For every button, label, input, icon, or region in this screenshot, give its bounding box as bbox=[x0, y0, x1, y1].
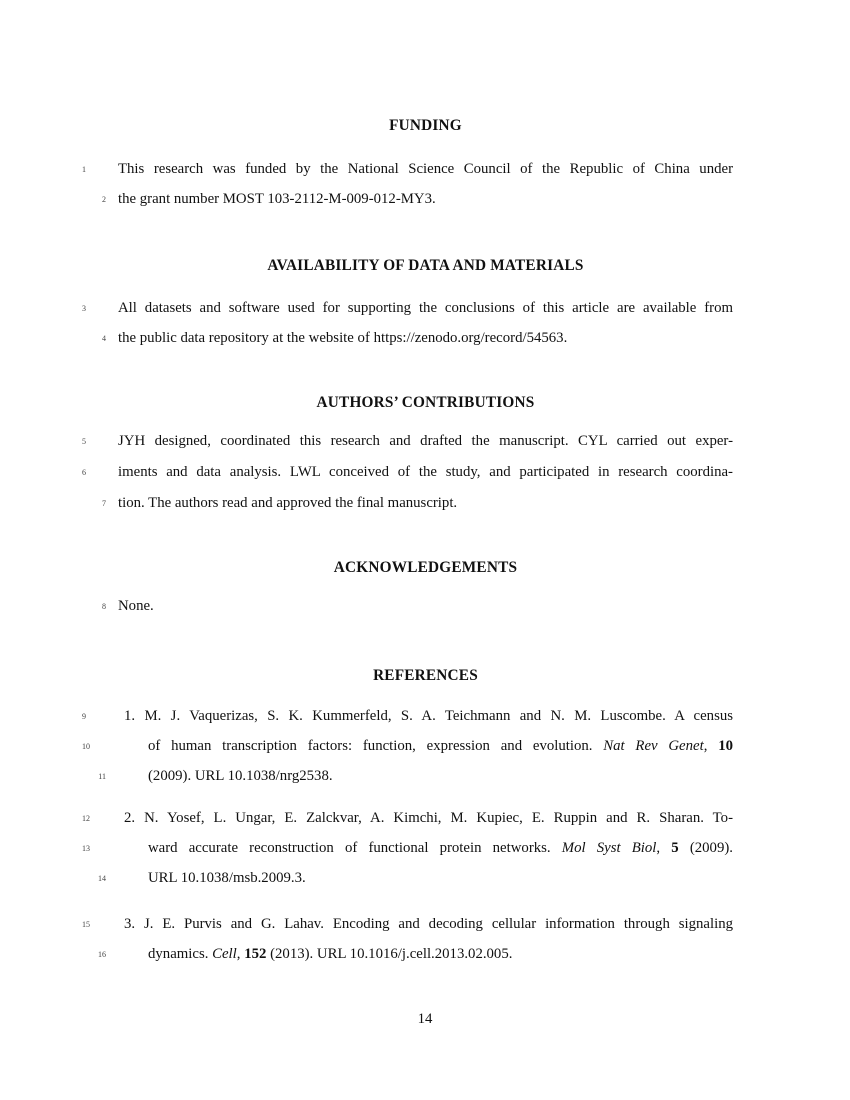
text-segment: (2009). URL 10.1038/nrg2538. bbox=[148, 768, 333, 784]
text-segment: None. bbox=[118, 598, 154, 614]
text-segment: iments and data analysis. LWL conceived of the study, and participated in research coordina- bbox=[118, 464, 733, 480]
text-line bbox=[102, 591, 733, 621]
section-heading: REFERENCES bbox=[373, 667, 478, 684]
line-number: 14 bbox=[98, 874, 106, 883]
line-number: 15 bbox=[82, 920, 90, 929]
text-segment: J. E. Purvis and G. Lahav. Encoding and decoding cellular information through signaling bbox=[135, 916, 733, 932]
line-number: 10 bbox=[82, 742, 90, 751]
reference-marker: 2. bbox=[124, 810, 136, 826]
text-column bbox=[82, 0, 733, 1100]
text-segment: M. J. Vaquerizas, S. K. Kummerfeld, S. A. Teichmann and N. M. Luscombe. A census bbox=[135, 708, 733, 724]
text-segment: This research was funded by the National Science Council of the Republic of China under bbox=[118, 161, 733, 177]
text-line bbox=[82, 154, 733, 184]
text-segment: the grant number MOST 103-2112-M-009-012-MY3. bbox=[118, 191, 436, 207]
text-segment: All datasets and software used for supporting the conclusions of this article are available from bbox=[118, 300, 733, 316]
volume-number: 5 bbox=[671, 840, 679, 856]
line-number: 13 bbox=[82, 844, 90, 853]
section-heading: FUNDING bbox=[389, 117, 462, 134]
section-heading: AUTHORS’ CONTRIBUTIONS bbox=[316, 394, 535, 411]
line-number: 9 bbox=[82, 712, 86, 721]
reference-marker: 1. bbox=[124, 708, 136, 724]
volume-number: 10 bbox=[718, 738, 733, 754]
text-line bbox=[82, 909, 733, 939]
text-segment: N. Yosef, L. Ungar, E. Zalckvar, A. Kimchi, M. Kupiec, E. Ruppin and R. Sharan. To- bbox=[135, 810, 733, 826]
text-segment: of human transcription factors: function, expression and evolution. bbox=[148, 738, 604, 754]
text-segment: , bbox=[236, 946, 245, 962]
text-segment: , bbox=[703, 738, 719, 754]
line-number: 6 bbox=[82, 468, 86, 477]
text-line bbox=[98, 863, 733, 893]
text-line bbox=[102, 184, 733, 214]
text-line bbox=[82, 803, 733, 833]
line-number: 5 bbox=[82, 437, 86, 446]
volume-number: 152 bbox=[244, 946, 267, 962]
line-number: 16 bbox=[98, 950, 106, 959]
section-heading: ACKNOWLEDGEMENTS bbox=[333, 559, 518, 576]
text-segment: URL 10.1038/msb.2009.3. bbox=[148, 870, 306, 886]
text-line bbox=[82, 833, 733, 863]
text-line bbox=[102, 488, 733, 518]
text-segment: , bbox=[656, 840, 672, 856]
text-segment: (2013). URL 10.1016/j.cell.2013.02.005. bbox=[266, 946, 513, 962]
line-number: 12 bbox=[82, 814, 90, 823]
journal-name: Mol Syst Biol bbox=[561, 840, 657, 856]
line-number: 3 bbox=[82, 304, 86, 313]
text-line bbox=[98, 761, 733, 791]
reference-marker: 3. bbox=[124, 916, 136, 932]
text-segment: ward accurate reconstruction of functional protein networks. bbox=[148, 840, 562, 856]
line-number: 7 bbox=[102, 499, 106, 508]
text-line bbox=[82, 731, 733, 761]
text-line bbox=[82, 457, 733, 487]
text-segment: tion. The authors read and approved the final manuscript. bbox=[118, 495, 458, 511]
text-line bbox=[82, 293, 733, 323]
section-heading: AVAILABILITY OF DATA AND MATERIALS bbox=[267, 257, 584, 274]
text-segment: JYH designed, coordinated this research and drafted the manuscript. CYL carried out exper- bbox=[118, 433, 733, 449]
text-segment: the public data repository at the website of https://zenodo.org/record/54563. bbox=[118, 330, 568, 346]
text-line bbox=[82, 701, 733, 731]
line-number: 2 bbox=[102, 195, 106, 204]
line-number: 4 bbox=[102, 334, 106, 343]
line-number: 1 bbox=[82, 165, 86, 174]
journal-name: Nat Rev Genet bbox=[603, 738, 704, 754]
line-number: 8 bbox=[102, 602, 106, 611]
text-line bbox=[102, 323, 733, 353]
page-number: 14 bbox=[417, 1011, 433, 1027]
journal-name: Cell bbox=[212, 946, 237, 962]
text-line bbox=[98, 939, 733, 969]
line-number: 11 bbox=[98, 772, 106, 781]
text-line bbox=[82, 426, 733, 456]
text-segment: (2009). bbox=[678, 840, 733, 856]
text-segment: dynamics. bbox=[148, 946, 213, 962]
